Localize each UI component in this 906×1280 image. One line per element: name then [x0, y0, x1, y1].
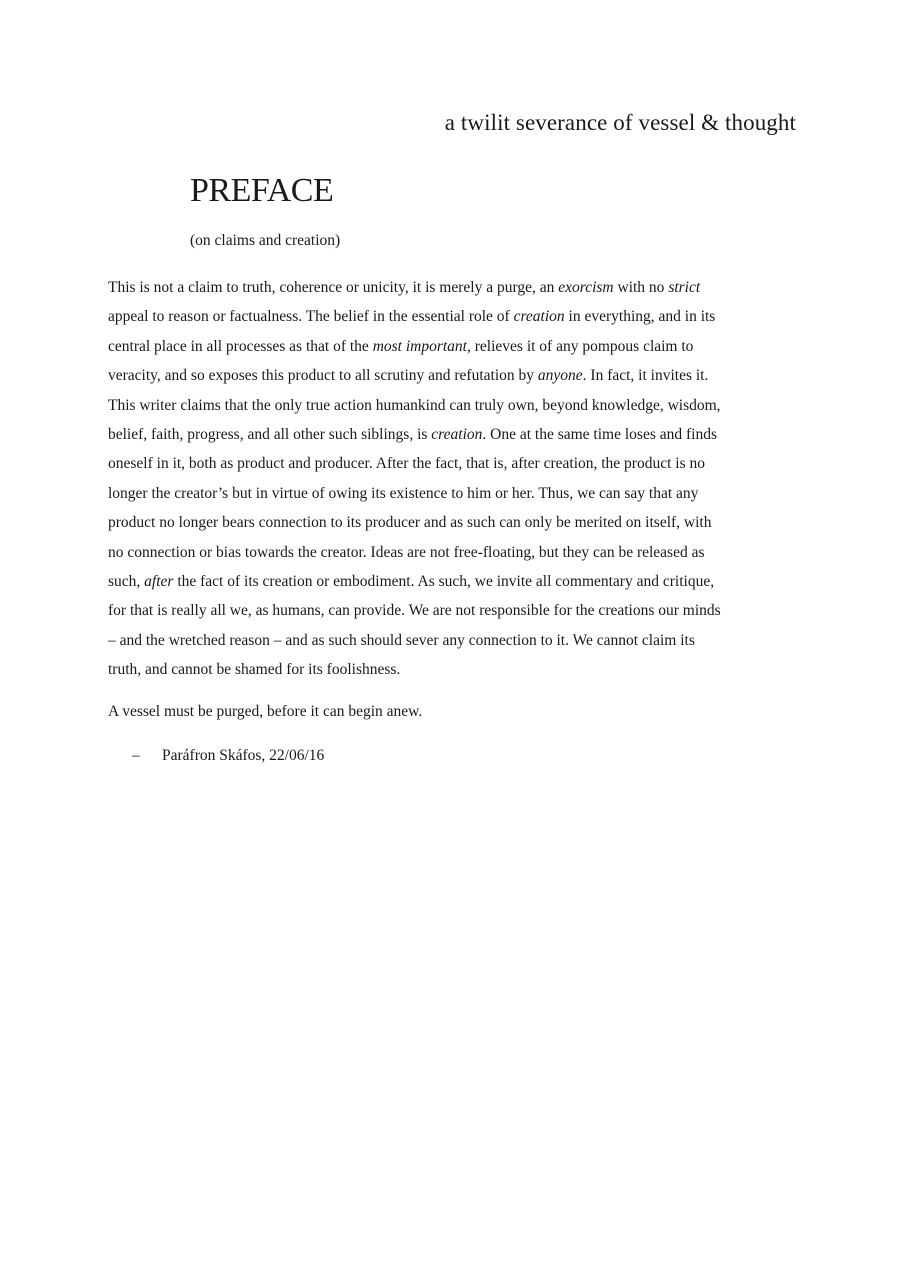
emphasized-text: strict [668, 279, 701, 296]
text-run: veracity, and so exposes this product to all scrutiny and refutation by [108, 367, 538, 385]
emphasized-text: after [144, 572, 174, 590]
paragraph-line [108, 273, 798, 302]
text-run: product no longer bears connection to its producer and as such can only be merited on itself, with [108, 514, 712, 532]
paragraph-line [108, 391, 798, 420]
paragraph-line [108, 538, 798, 567]
emphasized-text: creation [431, 425, 483, 443]
closing-sentence: A vessel must be purged, before it can begin anew. [108, 703, 423, 720]
page-title: PREFACE [190, 172, 334, 209]
text-run: for that is really all we, as humans, can provide. We are not responsible for the creations our minds [108, 602, 721, 620]
running-title: a twilit severance of vessel & thought [444, 110, 796, 135]
emphasized-text: anyone [537, 367, 583, 385]
paragraph-line [108, 567, 798, 596]
emphasized-text: most important [372, 337, 467, 355]
text-run: – and the wretched reason – and as such should sever any connection to it. We cannot claim its [108, 631, 695, 649]
paragraph-line [108, 655, 798, 684]
text-run: . In fact, it invites it. [582, 367, 709, 385]
signature-line [132, 747, 324, 765]
text-run: in everything, and in its [564, 308, 716, 326]
body-paragraph [108, 273, 798, 684]
text-run: This is not a claim to truth, coherence or unicity, it is merely a purge, an [108, 279, 559, 296]
emphasized-text: exorcism [558, 279, 614, 296]
emphasized-text: creation [513, 308, 565, 326]
paragraph-line [108, 420, 798, 449]
paragraph-line [108, 626, 798, 655]
paragraph-line [108, 332, 798, 361]
paragraph-line [108, 479, 798, 508]
signature-dash: – [132, 747, 140, 764]
signature-text: Paráfron Skáfos, 22/06/16 [162, 747, 325, 764]
paragraph-line [108, 596, 798, 625]
paragraph-line [108, 361, 798, 390]
text-run: oneself in it, both as product and producer. After the fact, that is, after creation, the product is no [108, 455, 705, 473]
paragraph-line [108, 508, 798, 537]
paragraph-line [108, 302, 798, 331]
text-run: truth, and cannot be shamed for its foolishness. [108, 661, 401, 679]
paragraph-line [108, 449, 798, 478]
text-run: longer the creator’s but in virtue of owing its existence to him or her. Thus, we can say that any [108, 484, 699, 502]
text-run: central place in all processes as that of the [108, 337, 373, 355]
text-run: . One at the same time loses and finds [482, 425, 717, 443]
text-run: belief, faith, progress, and all other such siblings, is [108, 425, 432, 443]
text-run: appeal to reason or factualness. The belief in the essential role of [108, 308, 514, 326]
page-subtitle: (on claims and creation) [190, 232, 341, 249]
text-run: This writer claims that the only true action humankind can truly own, beyond knowledge, wisdom, [108, 396, 721, 414]
text-run: no connection or bias towards the creator. Ideas are not free-floating, but they can be released as [108, 543, 705, 561]
text-run: with no [613, 279, 669, 296]
text-run: , relieves it of any pompous claim to [467, 337, 694, 355]
text-run: the fact of its creation or embodiment. As such, we invite all commentary and critique, [173, 572, 715, 590]
text-run: such, [108, 572, 145, 590]
